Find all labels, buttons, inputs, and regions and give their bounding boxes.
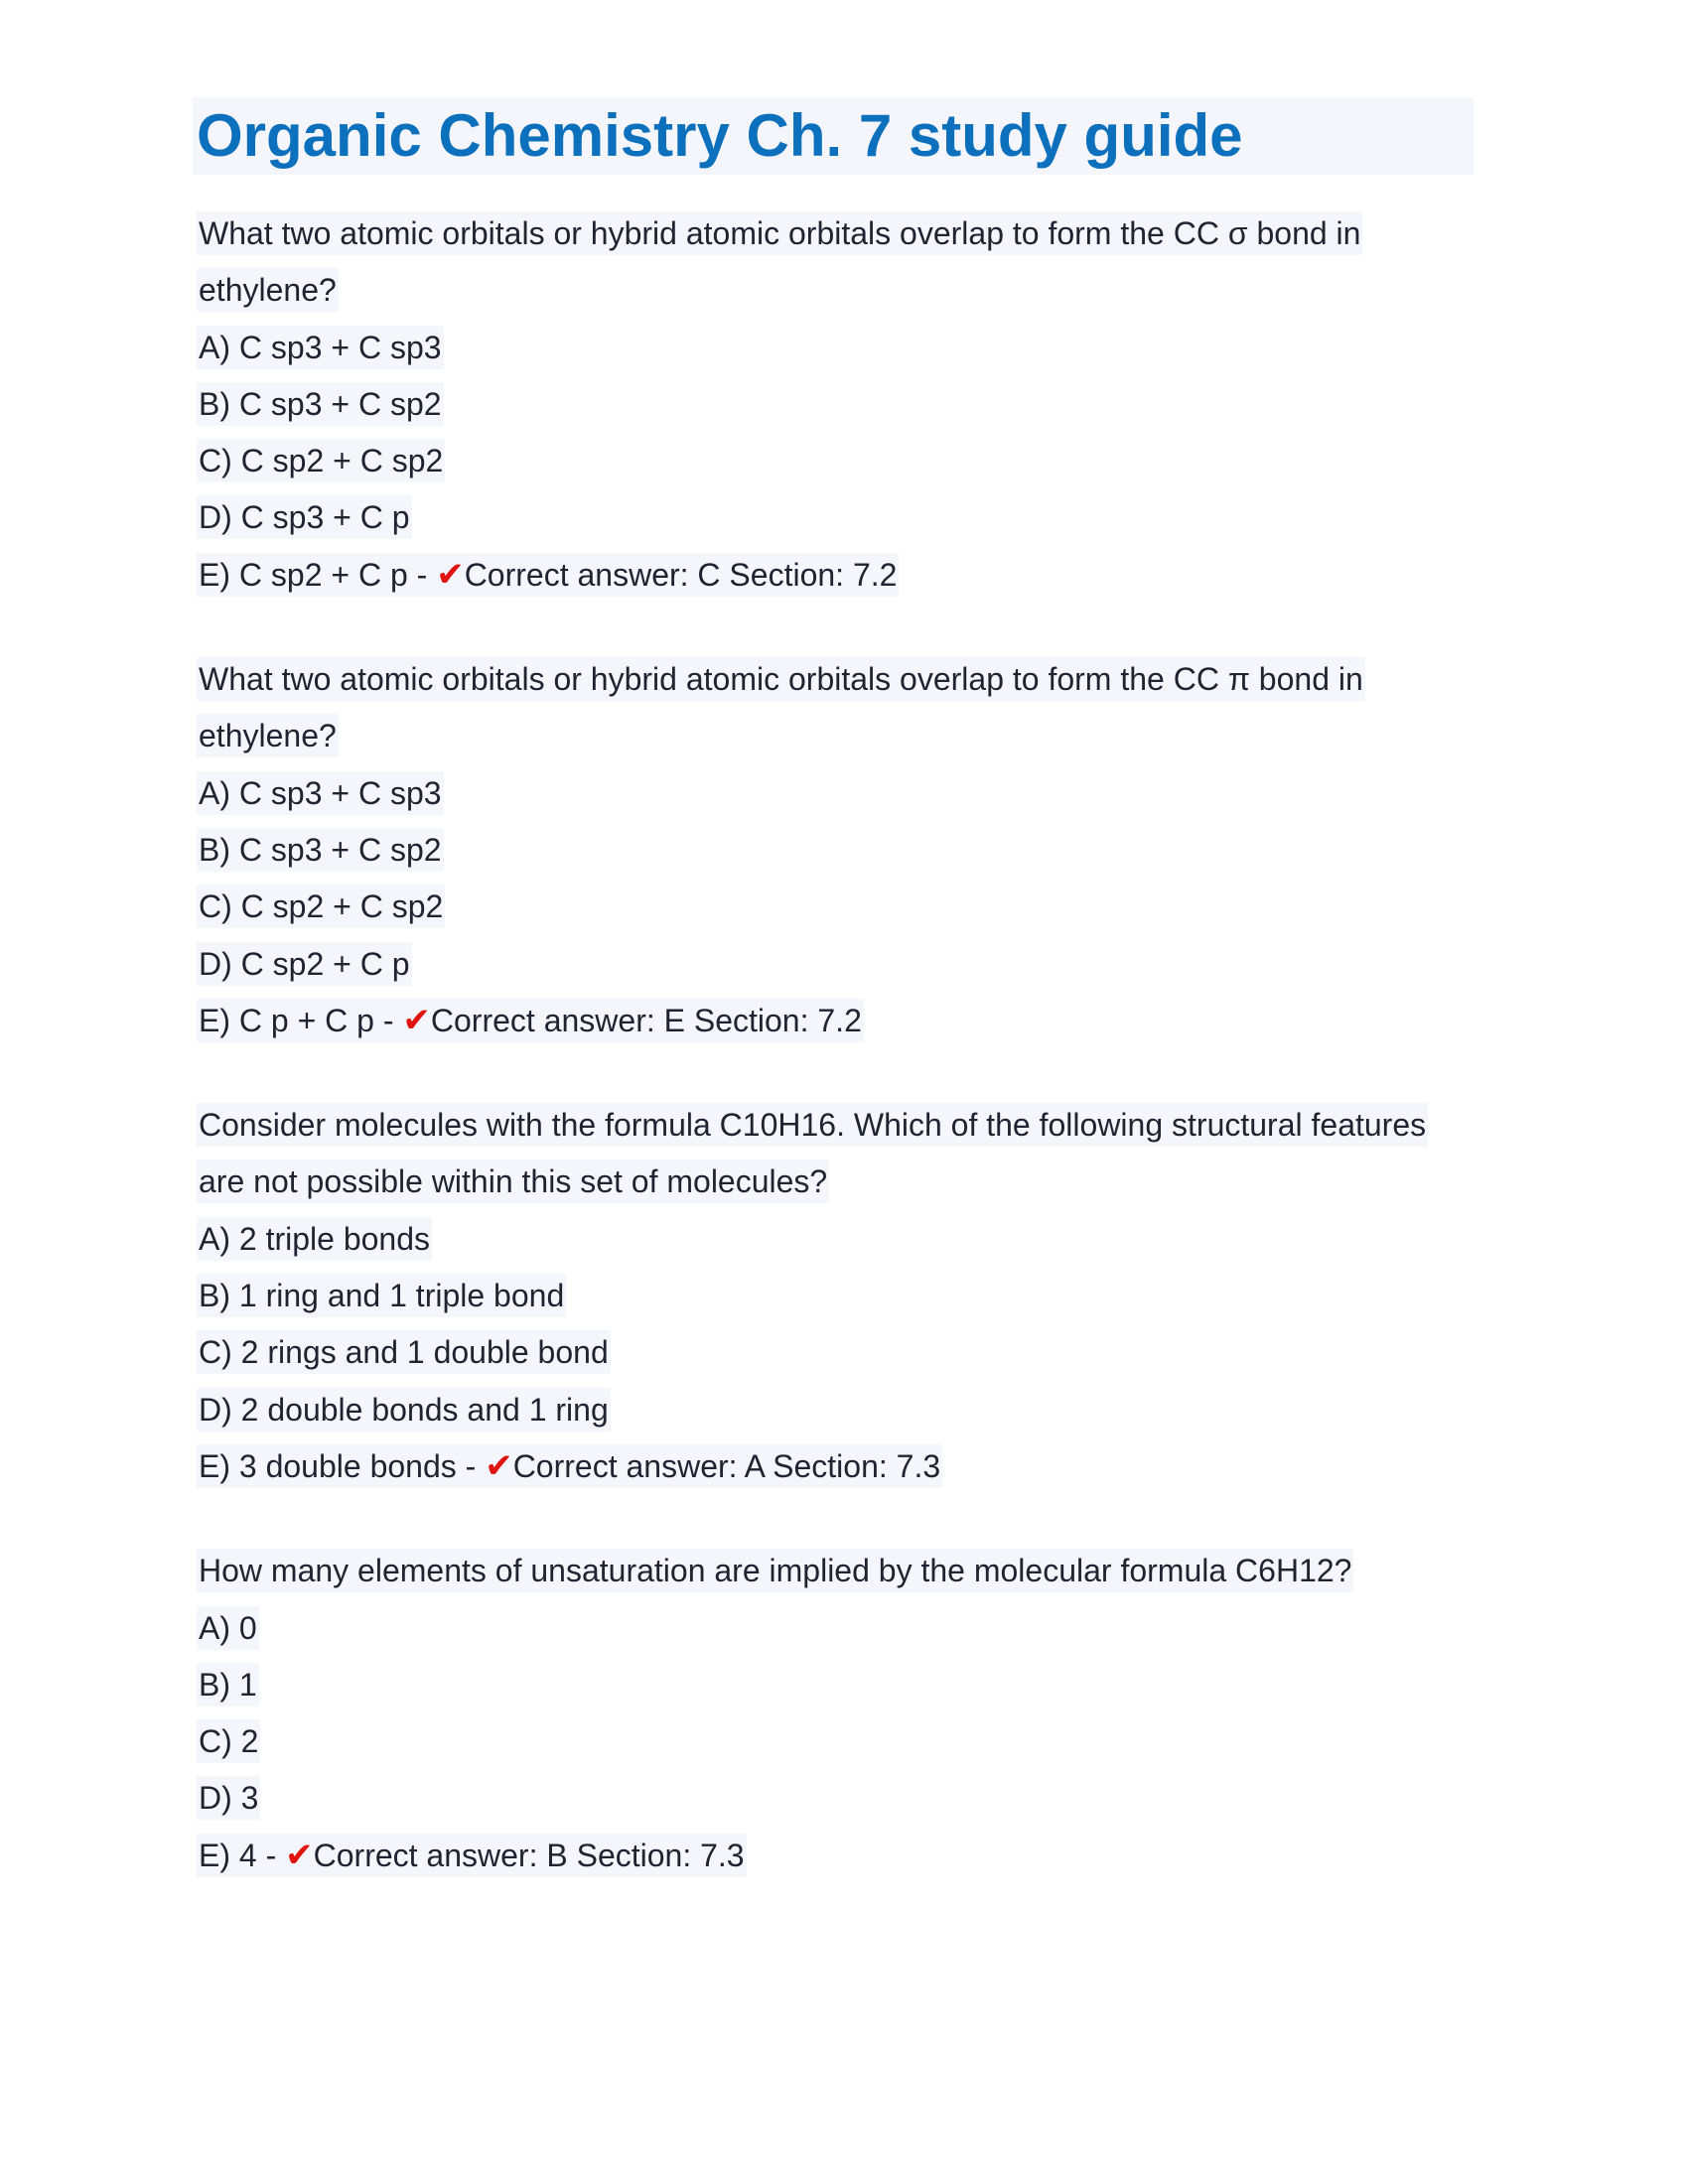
option-e-with-answer bbox=[197, 1834, 747, 1877]
question-stem-line: ethylene? bbox=[197, 714, 339, 757]
option-d: D) C sp3 + C p bbox=[197, 495, 412, 539]
option-a: A) C sp3 + C sp3 bbox=[197, 326, 444, 369]
option-e-with-answer bbox=[197, 553, 899, 597]
check-icon: ✔ bbox=[285, 1836, 314, 1874]
option-a: A) 0 bbox=[197, 1606, 259, 1650]
option-c: C) 2 rings and 1 double bond bbox=[197, 1330, 611, 1374]
question-stem-line: ethylene? bbox=[197, 268, 339, 312]
question-stem-line: Consider molecules with the formula C10H16. Which of the following structural features bbox=[197, 1103, 1428, 1147]
question-stem-line: are not possible within this set of molecules? bbox=[197, 1160, 829, 1203]
option-b: B) C sp3 + C sp2 bbox=[197, 382, 444, 426]
question-stem-line: How many elements of unsaturation are implied by the molecular formula C6H12? bbox=[197, 1549, 1353, 1592]
correct-answer: Correct answer: B Section: 7.3 bbox=[313, 1837, 745, 1873]
question-stem-line: What two atomic orbitals or hybrid atomic orbitals overlap to form the CC σ bond in bbox=[197, 211, 1362, 255]
check-icon: ✔ bbox=[485, 1446, 513, 1485]
option-e: E) C p + C p - bbox=[199, 1002, 403, 1038]
question-2 bbox=[197, 651, 1477, 1049]
option-b: B) 1 bbox=[197, 1663, 259, 1706]
option-a: A) 2 triple bonds bbox=[197, 1217, 432, 1261]
question-stem-line: What two atomic orbitals or hybrid atomic orbitals overlap to form the CC π bond in bbox=[197, 657, 1365, 701]
option-b: B) 1 ring and 1 triple bond bbox=[197, 1274, 566, 1317]
question-list bbox=[197, 205, 1477, 1932]
option-c: C) C sp2 + C sp2 bbox=[197, 439, 445, 482]
option-e-with-answer bbox=[197, 999, 864, 1042]
option-e: E) C sp2 + C p - bbox=[199, 556, 437, 593]
option-c: C) C sp2 + C sp2 bbox=[197, 885, 445, 928]
correct-answer: Correct answer: A Section: 7.3 bbox=[512, 1447, 941, 1484]
option-b: B) C sp3 + C sp2 bbox=[197, 828, 444, 872]
correct-answer: Correct answer: E Section: 7.2 bbox=[430, 1002, 862, 1038]
question-4 bbox=[197, 1543, 1477, 1884]
check-icon: ✔ bbox=[402, 1001, 431, 1039]
option-a: A) C sp3 + C sp3 bbox=[197, 771, 444, 815]
option-e-with-answer bbox=[197, 1444, 942, 1488]
page-title: Organic Chemistry Ch. 7 study guide bbox=[197, 102, 1243, 169]
check-icon: ✔ bbox=[436, 555, 465, 594]
question-3 bbox=[197, 1097, 1477, 1495]
correct-answer: Correct answer: C Section: 7.2 bbox=[464, 556, 898, 593]
option-e: E) 4 - bbox=[199, 1837, 286, 1873]
option-c: C) 2 bbox=[197, 1719, 260, 1763]
option-d: D) 2 double bonds and 1 ring bbox=[197, 1388, 611, 1432]
page-title-block bbox=[193, 97, 1474, 175]
option-d: D) C sp2 + C p bbox=[197, 942, 412, 986]
question-1 bbox=[197, 205, 1477, 604]
option-e: E) 3 double bonds - bbox=[199, 1447, 486, 1484]
option-d: D) 3 bbox=[197, 1776, 260, 1820]
